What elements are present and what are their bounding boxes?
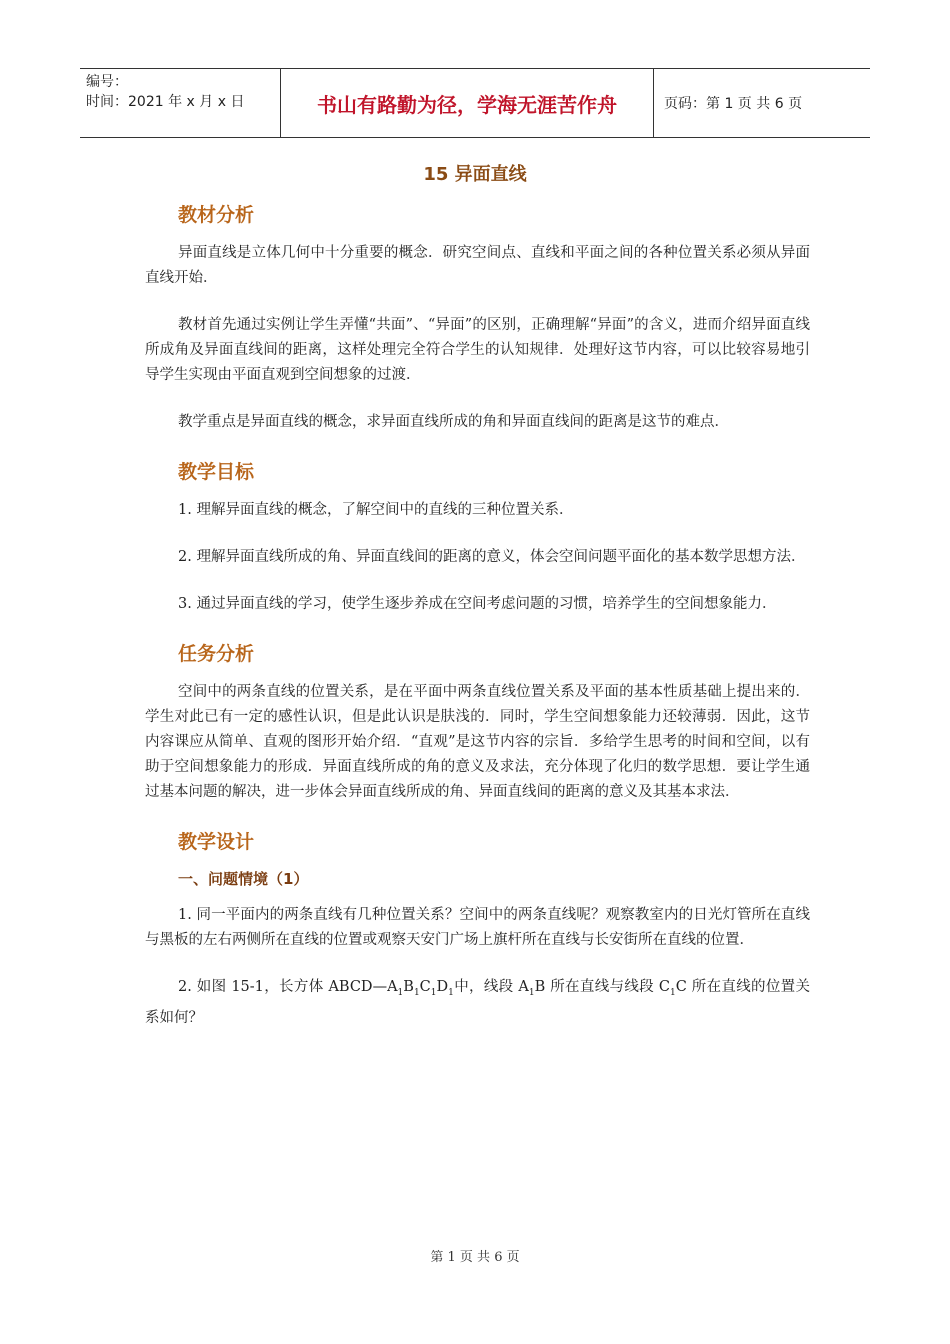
paragraph: 1. 同一平面内的两条直线有几种位置关系？空间中的两条直线呢？观察教室内的日光灯管所在直线与黑板的左右两侧所在直线的位置或观察天安门广场上旗杆所在直线与长安街所在直线的位置． xyxy=(145,907,810,948)
page-footer: 第 1 页 共 6 页 xyxy=(430,1250,520,1265)
subsection-heading: 一、问题情境（1） xyxy=(178,870,309,888)
paragraph: 1. 理解异面直线的概念，了解空间中的直线的三种位置关系． xyxy=(178,502,574,518)
paragraph: 教材首先通过实例让学生弄懂“共面”、“异面”的区别，正确理解“异面”的含义，进而介绍异面直线所成角及异面直线间的距离，这样处理完全符合学生的认知规律．处理好这节内容，可以比较容易地引导学生实现由平面直观到空间想象的过渡． xyxy=(145,317,810,383)
section-heading: 教学设计 xyxy=(178,831,255,853)
paragraph: 空间中的两条直线的位置关系，是在平面中两条直线位置关系及平面的基本性质基础上提出来的．学生对此已有一定的感性认识，但是此认识是肤浅的．同时，学生空间想象能力还较薄弱．因此，这节内容课应从简单、直观的图形开始介绍．“直观”是这节内容的宗旨．多给学生思考的时间和空间，以有助于空间想象能力的形成．异面直线所成的角的意义及求法，充分体现了化归的数学思想．要让学生通过基本问题的解决，进一步体会异面直线所成的角、异面直线间的距离的意义及其基本求法． xyxy=(145,684,810,800)
header-page-info: 页码：第 1 页 共 6 页 xyxy=(664,96,803,112)
paragraph: 3. 通过异面直线的学习，使学生逐步养成在空间考虑问题的习惯，培养学生的空间想象能力． xyxy=(178,596,777,612)
section-textbook-analysis xyxy=(145,200,810,435)
time-label: 时间：2021 年 x 月 x 日 xyxy=(86,94,245,110)
paragraph: 2. 理解异面直线所成的角、异面直线间的距离的意义，体会空间问题平面化的基本数学思想方法． xyxy=(178,549,806,565)
document-title: 15 异面直线 xyxy=(423,164,527,185)
section-teaching-design xyxy=(145,827,810,1031)
paragraph-with-formula: 2. 如图 15-1，长方体 $ABCD—A_1B_1C_1D_1$中，线段 $A_1B$ 所在直线与线段 $C_1C$ 所在直线的位置关系如何？ xyxy=(145,979,811,1026)
page-header xyxy=(80,68,870,138)
paragraph: 教学重点是异面直线的概念，求异面直线所成的角和异面直线间的距离是这节的难点． xyxy=(178,414,729,430)
section-heading: 教材分析 xyxy=(178,204,255,226)
section-heading: 任务分析 xyxy=(178,643,255,665)
header-motto: 书山有路勤为径，学海无涯苦作舟 xyxy=(280,69,654,137)
section-heading: 教学目标 xyxy=(178,461,255,483)
section-task-analysis xyxy=(145,639,810,805)
code-label: 编号： xyxy=(86,74,128,90)
section-teaching-goals xyxy=(145,457,810,617)
header-meta xyxy=(80,69,280,137)
paragraph: 异面直线是立体几何中十分重要的概念．研究空间点、直线和平面之间的各种位置关系必须从异面直线开始． xyxy=(145,245,810,286)
document-body xyxy=(145,200,810,1053)
